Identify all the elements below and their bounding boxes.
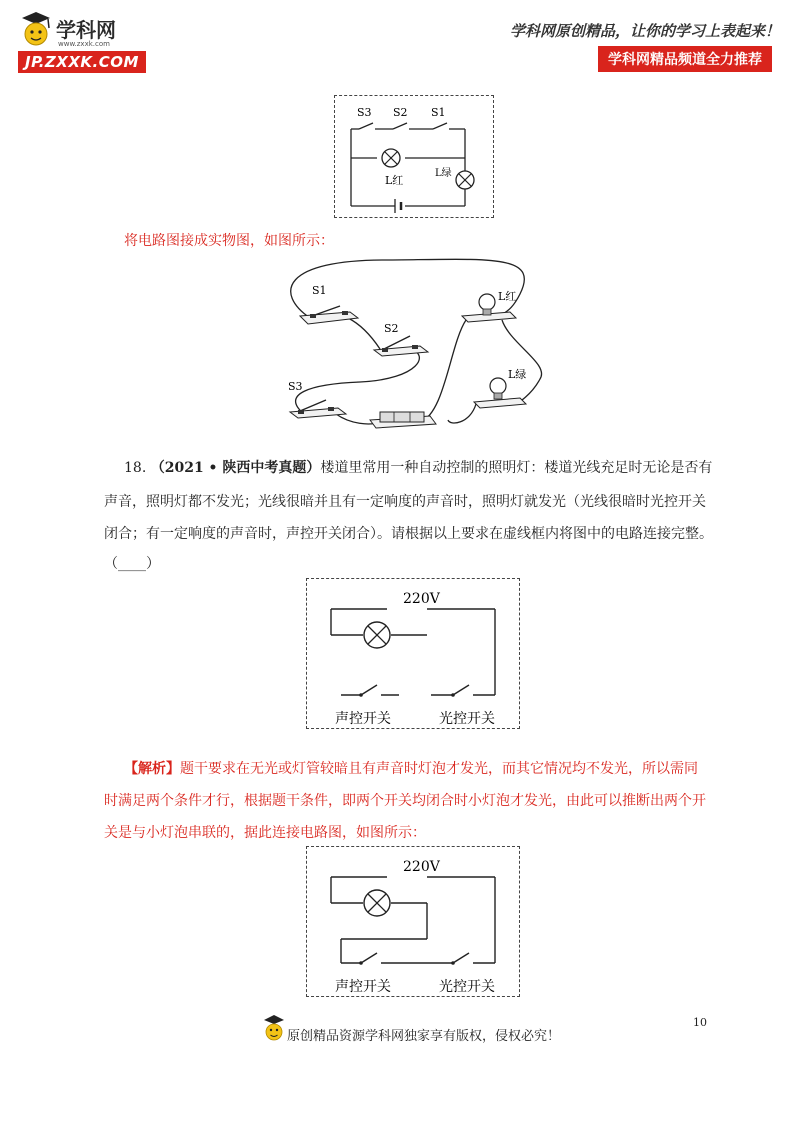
circuit-top-svg [335, 96, 495, 219]
question-number: 18. [124, 460, 147, 476]
caption-physical: 将电路图接成实物图，如图所示： [124, 233, 334, 249]
answer-blank: （____） [104, 556, 160, 572]
question-light-switch-label: 光控开关 [439, 711, 495, 727]
phys-label-s2: S2 [384, 322, 399, 335]
label-s1: S1 [431, 106, 446, 119]
logo-badge: JP.ZXXK.COM [18, 51, 146, 73]
analysis-line-1 [124, 754, 698, 784]
label-s2: S2 [393, 106, 408, 119]
phys-label-l-red: L红 [498, 290, 517, 303]
lamp-green-icon [456, 171, 474, 189]
answer-circuit-svg [307, 847, 521, 998]
phys-label-l-green: L绿 [508, 368, 527, 381]
question-circuit-box [306, 578, 520, 729]
analysis-line-2: 时满足两个条件才行，根据题干条件，即两个开关均闭合时小灯泡才发光，由此可以推断出两个开 [104, 793, 706, 809]
analysis-tag: 【解析】 [124, 761, 180, 777]
analysis-text-1: 题干要求在无光或灯管较暗且有声音时灯泡才发光，而其它情况均不发光，所以需同 [180, 761, 698, 777]
question-line-2: 声音，照明灯都不发光；光线很暗并且有一定响度的声音时，照明灯就发光（光线很暗时光控开关 [104, 494, 706, 510]
circuit-diagram-top [334, 95, 494, 218]
label-l-green: L绿 [435, 168, 452, 179]
answer-light-switch-label: 光控开关 [439, 979, 495, 995]
question-source: （2021 • 陕西中考真题） [150, 460, 321, 476]
footer-mascot-icon [262, 1014, 286, 1044]
question-sound-switch-label: 声控开关 [335, 711, 391, 727]
question-circuit-svg [307, 579, 521, 730]
question-lamp-icon [364, 622, 390, 648]
header-channel-badge: 学科网精品频道全力推荐 [598, 46, 772, 72]
question-line-3: 闭合；有一定响度的声音时，声控开关闭合）。请根据以上要求在虚线框内将图中的电路连接完整。 [104, 526, 713, 542]
answer-voltage-label: 220V [403, 859, 440, 875]
answer-sound-switch-label: 声控开关 [335, 979, 391, 995]
phys-label-s1: S1 [312, 284, 327, 297]
switch-s1-icon [300, 306, 358, 324]
physical-wiring-figure [270, 254, 560, 444]
question-text-1: 楼道里常用一种自动控制的照明灯：楼道光线充足时无论是否有 [320, 460, 713, 476]
header-slogan: 学科网原创精品，让你的学习上表起来！ [510, 22, 781, 40]
label-s3: S3 [357, 106, 372, 119]
analysis-line-3: 关是与小灯泡串联的，据此连接电路图，如图所示： [104, 825, 426, 841]
phys-label-s3: S3 [288, 380, 303, 393]
question-voltage-label: 220V [403, 591, 440, 607]
bulb-green-icon [474, 378, 526, 408]
logo-url-small: www.zxxk.com [58, 40, 110, 48]
label-l-red: L红 [385, 174, 404, 187]
answer-lamp-icon [364, 890, 390, 916]
logo-name: 学科网 [56, 18, 116, 42]
page-number: 10 [693, 1016, 707, 1029]
battery-box-icon [370, 412, 436, 428]
switch-s2-icon [374, 336, 428, 356]
question-line-1 [124, 452, 712, 484]
answer-circuit-box [306, 846, 520, 997]
footer-copyright: 原创精品资源学科网独家享有版权，侵权必究！ [287, 1029, 561, 1044]
header-logo [18, 10, 178, 74]
lamp-red-icon [382, 149, 400, 167]
mascot-icon [18, 10, 54, 50]
